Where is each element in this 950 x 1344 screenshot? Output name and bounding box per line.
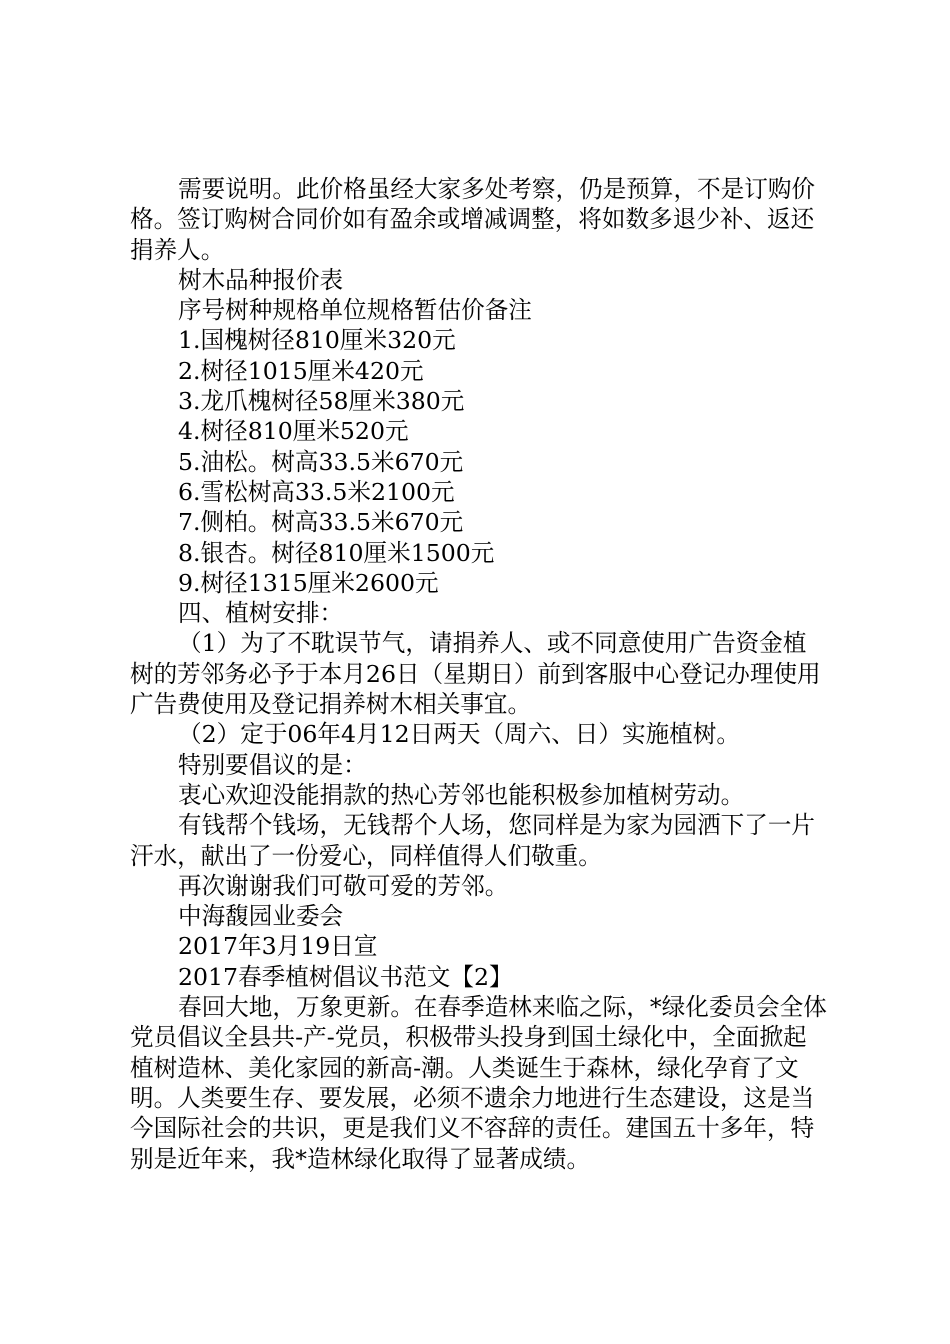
paragraph-arrangement-2: （2）定于06年4月12日两天（周六、日）实施植树。 (178, 720, 740, 749)
document-body (130, 174, 830, 1174)
table-header: 序号树种规格单位规格暂估价备注 (178, 296, 532, 325)
paragraph-special-note: 特别要倡议的是： (178, 750, 367, 779)
table-row: 1.国槐树径810厘米320元 (178, 326, 456, 355)
table-row: 9.树径1315厘米2600元 (178, 568, 439, 597)
table-row: 3.龙爪槐树径58厘米380元 (178, 387, 465, 416)
table-row: 6.雪松树高33.5米2100元 (178, 477, 455, 506)
paragraph-welcome: 衷心欢迎没能捐款的热心芳邻也能积极参加植树劳动。 (178, 780, 745, 809)
paragraph-price-note: 需要说明。此价格虽经大家多处考察，仍是预算，不是订购价格。签订购树合同价如有盈余或增减调整，将如数多退少补、返还捐养人。 (130, 175, 816, 264)
table-title: 树木品种报价表 (178, 265, 344, 294)
table-row: 7.侧柏。树高33.5米670元 (178, 508, 464, 537)
section-heading: 四、植树安排： (178, 599, 344, 628)
article-title: 2017春季植树倡议书范文【2】 (178, 962, 513, 991)
signature-organization: 中海馥园业委会 (178, 902, 344, 931)
signature-date: 2017年3月19日宣 (178, 932, 378, 961)
paragraph-spring: 春回大地，万象更新。在春季造林来临之际，*绿化委员会全体党员倡议全县共-产-党员，积极带头投身到国土绿化中，全面掀起植树造林、美化家园的新高-潮。人类诞生于森林，绿化孕育了文明。人类要生存、要发展，必须不遗余力地进行生态建设，这是当今国际社会的共识，更是我们义不容辞的责任。建国五十多年，特别是近年来，我*造林绿化取得了显著成绩。 (130, 993, 827, 1173)
table-row: 5.油松。树高33.5米670元 (178, 447, 464, 476)
table-row: 4.树径810厘米520元 (178, 417, 409, 446)
paragraph-thanks: 再次谢谢我们可敬可爱的芳邻。 (178, 871, 509, 900)
table-row: 2.树径1015厘米420元 (178, 356, 424, 385)
paragraph-arrangement-1: （1）为了不耽误节气，请捐养人、或不同意使用广告资金植树的芳邻务必予于本月26日（星期日）前到客服中心登记办理使用广告费使用及登记捐养树木相关事宜。 (130, 629, 821, 719)
paragraph-contribution: 有钱帮个钱场，无钱帮个人场，您同样是为家为园洒下了一片汗水，献出了一份爱心，同样值得人们敬重。 (130, 811, 816, 870)
table-row: 8.银杏。树径810厘米1500元 (178, 538, 495, 567)
